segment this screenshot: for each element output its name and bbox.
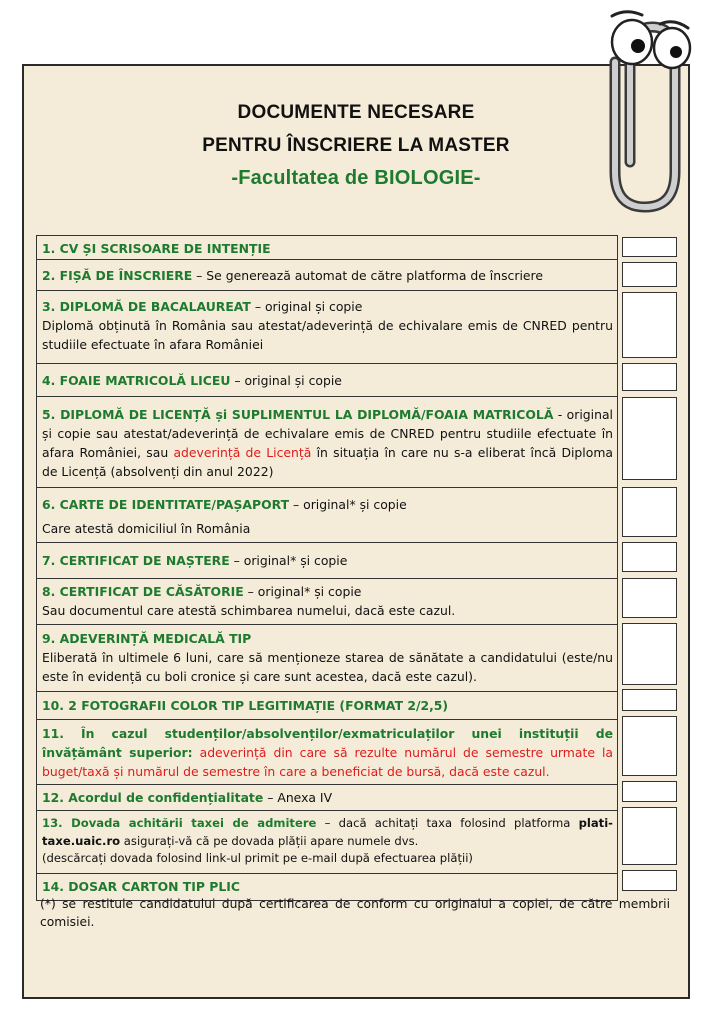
item-title: 5. DIPLOMĂ DE LICENȚĂ și SUPLIMENTUL LA DIPLOMĂ/FOAIA MATRICOLĂ [42, 407, 554, 422]
item-text: – Se generează automat de către platforma de înscriere [192, 268, 543, 283]
list-item [37, 579, 617, 625]
list-item [37, 291, 617, 364]
checkbox-12[interactable] [622, 781, 677, 802]
item-text: – Anexa IV [263, 790, 333, 805]
item-title: 10. 2 FOTOGRAFII COLOR TIP LEGITIMAȚIE (FORMAT 2/2,5) [42, 698, 449, 713]
item-title: 14. DOSAR CARTON TIP PLIC [42, 879, 240, 894]
checkbox-8[interactable] [622, 578, 677, 618]
item-title: 11. În cazul studenților/absolvenților/exmatriculaților unei instituții de învățământ superior: [42, 726, 613, 760]
item-text: – original* și copie [243, 584, 362, 599]
faculty-name: -Facultatea de BIOLOGIE- [231, 167, 481, 189]
item-detail: Eliberată în ultimele 6 luni, care să menționeze starea de sănătate a candidatului (este/nu este în evidență cu boli cronice și care sunt acestea, dacă este cazul). [42, 650, 613, 684]
item-title: 7. CERTIFICAT DE NAȘTERE [42, 553, 230, 568]
item-text: – original și copie [230, 373, 342, 388]
list-item [37, 625, 617, 692]
item-detail: Care atestă domiciliul în România [42, 521, 251, 536]
item-title: 12. Acordul de confidențialitate [42, 790, 264, 805]
list-item [37, 692, 617, 720]
item-link-text: plati-taxe.uaic.ro [42, 816, 613, 848]
list-item [37, 785, 617, 811]
checkbox-5[interactable] [622, 397, 677, 480]
item-title: 4. FOAIE MATRICOLĂ LICEU [42, 373, 231, 388]
list-item [37, 811, 617, 874]
list-item [37, 720, 617, 785]
item-highlight: adeverință de Licență [173, 445, 312, 460]
checkbox-10[interactable] [622, 689, 677, 711]
item-detail: Sau documentul care atestă schimbarea numelui, dacă este cazul. [42, 603, 456, 618]
title-line-1: DOCUMENTE NECESARE [237, 102, 475, 123]
item-text: – original* și copie [289, 497, 407, 512]
checkbox-7[interactable] [622, 542, 677, 572]
item-text: – original* și copie [229, 553, 348, 568]
list-item [37, 488, 617, 543]
list-item [37, 236, 617, 260]
list-item [37, 397, 617, 488]
checkbox-14[interactable] [622, 870, 677, 891]
item-title: 2. FIȘĂ DE ÎNSCRIERE [42, 268, 193, 283]
item-text: asigurați-vă că pe dovada plății apare numele dvs. [120, 833, 419, 848]
list-item [37, 260, 617, 291]
item-title: 13. Dovada achitării taxei de admitere [42, 816, 317, 830]
checkbox-11[interactable] [622, 716, 677, 776]
list-item [37, 364, 617, 397]
checkbox-3[interactable] [622, 292, 677, 358]
item-title: 6. CARTE DE IDENTITATE/PAȘAPORT [42, 497, 290, 512]
item-detail: Diplomă obținută în România sau atestat/adeverință de echivalare emis de CNRED pentru studiile efectuate în afara României [42, 318, 613, 352]
item-title: 3. DIPLOMĂ DE BACALAUREAT [42, 299, 251, 314]
item-title: 8. CERTIFICAT DE CĂSĂTORIE [42, 584, 244, 599]
item-text: – original și copie [250, 299, 363, 314]
checkbox-13[interactable] [622, 807, 677, 865]
item-title: 9. ADEVERINȚĂ MEDICALĂ TIP [42, 631, 252, 646]
item-title: 1. CV ȘI SCRISOARE DE INTENȚIE [42, 241, 271, 256]
title-line-2: PENTRU ÎNSCRIERE LA MASTER [202, 135, 510, 156]
checkbox-4[interactable] [622, 363, 677, 391]
item-highlight: adeverință din care să rezulte numărul de semestre urmate la buget/taxă și numărul de semestre în care a beneficiat de bursă, dacă este cazul. [42, 745, 613, 779]
paperclip-mascot-icon [560, 2, 710, 217]
checkbox-1[interactable] [622, 237, 677, 257]
item-text: în situația în care nu s-a eliberat încă Diploma de Licență (absolvenți din anul 2022) [42, 445, 613, 479]
list-item [37, 543, 617, 579]
checkbox-2[interactable] [622, 262, 677, 287]
checkbox-9[interactable] [622, 623, 677, 685]
footnote: (*) se restituie candidatului după certificarea de conform cu originalul a copiei, de către membrii comisiei. [40, 897, 670, 929]
item-detail: (descărcați dovada folosind link-ul primit pe e-mail după efectuarea plății) [42, 851, 473, 865]
documents-list [36, 235, 618, 901]
item-text: - original și copie sau atestat/adeverință de echivalare emis de CNRED pentru studiile efectuate în afara României, sau [42, 407, 613, 460]
checkbox-6[interactable] [622, 487, 677, 537]
item-text: – dacă achitați taxa folosind platforma [316, 816, 579, 830]
